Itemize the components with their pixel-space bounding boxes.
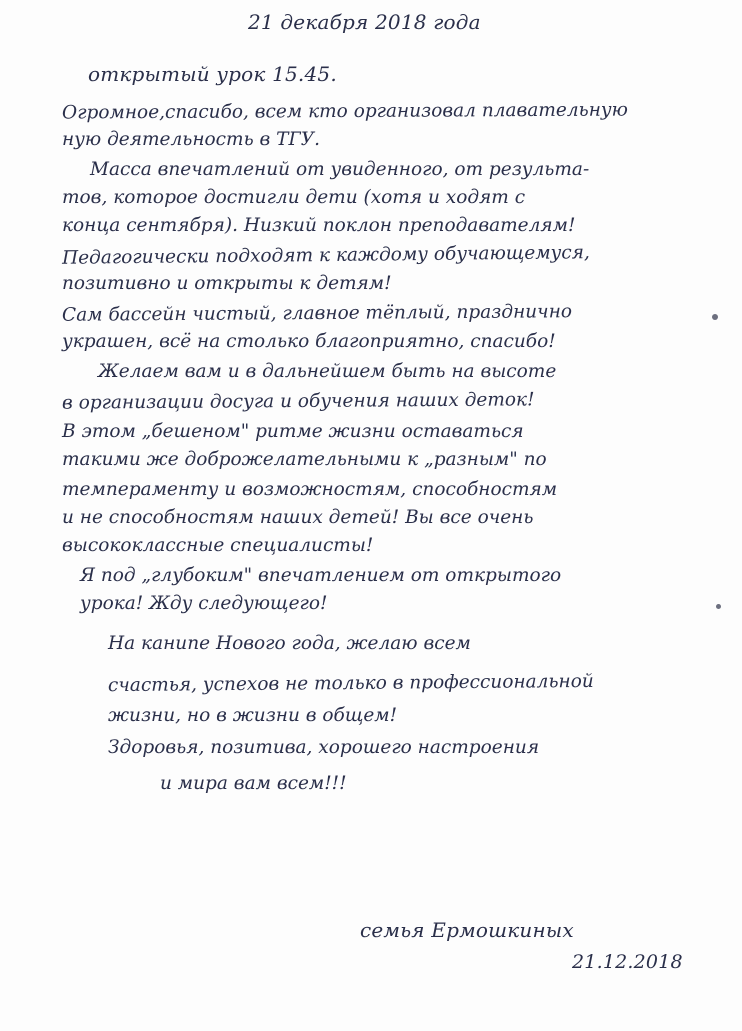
signature: семья Ермошкиных xyxy=(360,918,574,942)
letter-line: такими же доброжелательными к „разным" по xyxy=(62,449,547,470)
letter-line: жизни, но в жизни в общем! xyxy=(108,705,398,726)
scan-dot xyxy=(712,314,718,320)
letter-line: Огромное,спасибо, всем кто организовал плавательную xyxy=(61,99,628,124)
letter-line: Здоровья, позитива, хорошего настроения xyxy=(108,737,540,758)
letter-line: тов, которое достигли дети (хотя и ходят с xyxy=(62,187,526,208)
letter-line: счастья, успехов не только в профессиональной xyxy=(107,670,594,697)
signature-date: 21.12.2018 xyxy=(572,951,683,973)
letter-line: украшен, всё на столько благоприятно, спасибо! xyxy=(62,331,556,352)
letter-line: и не способностям наших детей! Вы все очень xyxy=(62,507,534,528)
letter-line: урока! Жду следующего! xyxy=(80,593,328,614)
letter-line: Масса впечатлений от увиденного, от результа- xyxy=(90,159,590,180)
letter-line: высококлассные специалисты! xyxy=(62,535,374,556)
letter-line: в организации досуга и обучения наших деток! xyxy=(61,389,535,414)
letter-line: Сам бассейн чистый, главное тёплый, празднично xyxy=(61,301,573,326)
letter-line: конца сентября). Низкий поклон преподавателям! xyxy=(62,215,576,236)
letter-line: Педагогически подходят к каждому обучающемуся, xyxy=(61,242,590,269)
letter-line: На канune Нового года, желаю всем xyxy=(108,633,471,654)
scan-dot xyxy=(716,604,721,609)
letter-line: ную деятельность в ТГУ. xyxy=(62,129,321,150)
letter-line: Желаем вам и в дальнейшем быть на высоте xyxy=(98,361,557,382)
letter-line: В этом „бешеном" ритме жизни оставаться xyxy=(62,421,524,442)
letter-subtitle: открытый урок 15.45. xyxy=(88,62,337,86)
letter-line: позитивно и открыты к детям! xyxy=(62,273,392,294)
letter-line: Я под „глубоким" впечатлением от открытого xyxy=(80,565,562,586)
letter-line: и мира вам всем!!! xyxy=(160,773,347,794)
letter-line: темпераменту и возможностям, способностям xyxy=(62,479,558,500)
letter-date-header: 21 декабря 2018 года xyxy=(248,10,481,34)
